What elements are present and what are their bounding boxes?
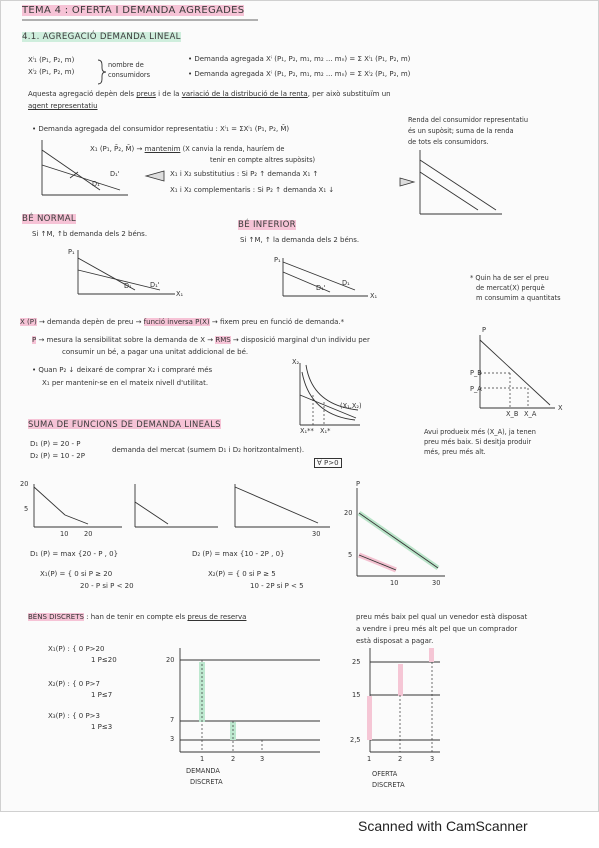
ds-x3: 3 (430, 755, 435, 763)
normal-good-text: Si ↑M, ↑b demanda dels 2 béns. (32, 230, 148, 238)
substitutes-line: X₁ i X₂ substitutius : Si P₂ ↑ demanda X₁ ↑ (170, 170, 319, 178)
dd-y7: 7 (170, 716, 175, 724)
graph-discrete-demand (180, 648, 320, 752)
dd-label-1: DEMANDA (186, 767, 220, 775)
x2-piece-2: 10 - 2P si P < 5 (250, 582, 304, 590)
star-note-3: m consumim a quantitats (476, 294, 561, 302)
rms-line: P → mesura la sensibilitat sobre la demanda de X → RMS → disposició marginal d'un individu per (32, 336, 370, 344)
inferior-p1: P₁ (274, 256, 281, 264)
label-d1: D₁ (92, 180, 100, 188)
scanner-footer: Scanned with CamScanner (358, 818, 528, 834)
normal-d1p: D₁' (150, 281, 160, 289)
disc-x1b: 1 P≤20 (91, 656, 117, 664)
dd-y3: 3 (170, 735, 175, 743)
inv-pa: P_A (470, 385, 482, 393)
graph-demand-shift-right (420, 150, 502, 214)
normal-d1: D₁ (124, 282, 132, 290)
graph-discrete-supply (367, 648, 440, 752)
g1-y5: 5 (24, 505, 29, 513)
disc-x3a: X₃(P) : { 0 P>3 (48, 712, 100, 720)
x2-piece-1: X₂(P) = { 0 si P ≥ 5 (208, 570, 276, 578)
heading-normal-good: BÉ NORMAL (22, 214, 77, 224)
sum-d1: D₁ (P) = 20 - P (30, 440, 81, 448)
r-20: 20 (344, 509, 353, 517)
complements-line: X₁ i X₂ complementaris : Si P₂ ↑ demanda X₁ ↓ (170, 186, 335, 194)
r-10: 10 (390, 579, 399, 587)
paragraph-aggregation: Aquesta agregació depèn dels preus i de la variació de la distribució de la renta, per això substituïm un (28, 90, 391, 98)
ds-y5: 2,5 (350, 736, 361, 744)
dd-x2: 2 (231, 755, 236, 763)
brace-note-1: nombre de (108, 61, 144, 69)
graph-sum-d1 (34, 484, 122, 527)
normal-x1: X₁ (176, 290, 184, 298)
ic-x2: X₂ (292, 358, 300, 366)
arrow-left-icon (146, 171, 164, 181)
ds-y25: 25 (352, 658, 361, 666)
page-title: TEMA 4 : OFERTA I DEMANDA AGREGADES (22, 5, 245, 16)
arrow-right-icon (400, 178, 414, 186)
ds-y15: 15 (352, 691, 361, 699)
representative-demand: • Demanda agregada del consumidor representatiu : Xⁱ₁ = ΣXⁱ₁ (P₁, P₂, M̄) (32, 125, 290, 133)
demand-x2-line: Xⁱ₂ (P₁, P₂, m) (28, 68, 75, 76)
g3-x30: 30 (312, 530, 321, 538)
inferior-d1p: D₁' (316, 284, 326, 292)
normal-p1: P₁ (68, 248, 75, 256)
utility-line-2: X₁ per mantenir-se en el mateix nivell d'utilitat. (42, 379, 209, 387)
star-note-1: * Quin ha de ser el preu (470, 274, 549, 282)
ds-label-2: DISCRETA (372, 781, 405, 789)
rms-line-2: consumir un bé, a pagar una unitat addicional de bé. (62, 348, 249, 356)
inv-x: X (558, 404, 563, 412)
inv-right-2: preu més baix. Si desitja produir (424, 438, 532, 446)
side-note-3: de tots els consumidors. (408, 138, 489, 146)
graph-sum-colored (357, 488, 445, 576)
dd-y20: 20 (166, 656, 175, 664)
max-d1: D₁ (P) = max {20 - P , 0} (30, 550, 119, 558)
graph-indifference (300, 363, 360, 425)
r-30: 30 (432, 579, 441, 587)
star-note-2: de mercat(X) perquè (476, 284, 545, 292)
disc-x2a: X₂(P) : { 0 P>7 (48, 680, 100, 688)
g1-x10: 10 (60, 530, 69, 538)
discrete-line: BÉNS DISCRETS : han de tenir en compte els preus de reserva (28, 613, 247, 621)
brace-consumers (98, 60, 106, 84)
disc-x2b: 1 P≤7 (91, 691, 113, 699)
sum-note: demanda del mercat (sumem D₁ i D₂ horitzontalment). (112, 446, 305, 454)
x1-piece-1: X₁(P) = { 0 si P ≥ 20 (40, 570, 113, 578)
ds-x1: 1 (367, 755, 372, 763)
discrete-text-4: està disposat a pagar. (356, 637, 434, 645)
dd-x1: 1 (200, 755, 205, 763)
heading-inferior-good: BÉ INFERIOR (238, 220, 296, 230)
ds-x2: 2 (398, 755, 403, 763)
dd-x3: 3 (260, 755, 265, 763)
heading-sum-demands: SUMA DE FUNCIONS DE DEMANDA LINEALS (28, 419, 221, 429)
ds-label-1: OFERTA (372, 770, 398, 778)
inverse-demand-line: X (P) → demanda depèn de preu → funció inversa P(X) → fixem preu en funció de demanda.* (20, 318, 345, 326)
inv-p: P (482, 326, 486, 334)
dd-label-2: DISCRETA (190, 778, 223, 786)
side-note-1: Renda del consumidor representatiu (408, 116, 529, 124)
x1-fixed: X₁ (P₁, P̄₂, M̄) → mantenim (X canvia la renda, hauríem de (90, 145, 285, 153)
inv-pb: P_B (470, 369, 482, 377)
representative-agent: agent representatiu (28, 102, 98, 110)
x1-piece-2: 20 - P si P < 20 (80, 582, 134, 590)
graph-sum-market (235, 484, 330, 527)
inv-right-1: Avui produeix més (X_A), ja tenen (424, 428, 536, 436)
disc-x3b: 1 P≤3 (91, 723, 113, 731)
brace-note-2: consumidors (108, 71, 151, 79)
sum-d2: D₂ (P) = 10 - 2P (30, 452, 85, 460)
graph-sum-d2 (135, 484, 218, 527)
ic-x1pp: X₁** (300, 427, 314, 435)
inferior-x1: X₁ (370, 292, 378, 300)
sum-box: ∀ P>0 (314, 458, 342, 468)
aggregate-demand-1: • Demanda agregada Xⁱ (P₁, P₂, m₁, m₂ ... mₙ) = Σ Xⁱ₁ (P₁, P₂, m) (188, 55, 411, 63)
discrete-text-2: preu més baix pel qual un venedor està disposat (356, 613, 528, 621)
max-d2: D₂ (P) = max {10 - 2P , 0} (192, 550, 285, 558)
side-note-2: és un supòsit; suma de la renda (408, 127, 514, 135)
aggregate-demand-2: • Demanda agregada Xⁱ (P₁, P₂, m₁, m₂ ... mₙ) = Σ Xⁱ₂ (P₁, P₂, m) (188, 70, 411, 78)
ic-point: (X₁,X₂) (340, 402, 362, 410)
g1-x20: 20 (84, 530, 93, 538)
ic-x1p: X₁* (320, 427, 331, 435)
r-p: P (356, 480, 360, 488)
inv-right-3: més, preu més alt. (424, 448, 486, 456)
label-d1-prime: D₁' (110, 170, 120, 178)
section-heading-4-1: 4.1. AGREGACIÓ DEMANDA LINEAL (22, 32, 181, 42)
inv-xb: X_B (506, 410, 519, 418)
inferior-d1: D₁ (342, 279, 350, 287)
g1-y20: 20 (20, 480, 29, 488)
graph-inverse-demand (480, 335, 555, 408)
inv-xa: X_A (524, 410, 537, 418)
disc-x1a: X₁(P) : { 0 P>20 (48, 645, 105, 653)
demand-x1-line: Xⁱ₁ (P₁, P₂, m) (28, 56, 75, 64)
discrete-text-3: a vendre i preu més alt pel que un comprador (356, 625, 518, 633)
x1-fixed-note: tenir en compte altres supòsits) (210, 156, 316, 164)
utility-line-1: • Quan P₂ ↓ deixaré de comprar X₂ i compraré més (32, 366, 213, 374)
r-5: 5 (348, 551, 353, 559)
inferior-good-text: Si ↑M, ↑ la demanda dels 2 béns. (240, 236, 360, 244)
